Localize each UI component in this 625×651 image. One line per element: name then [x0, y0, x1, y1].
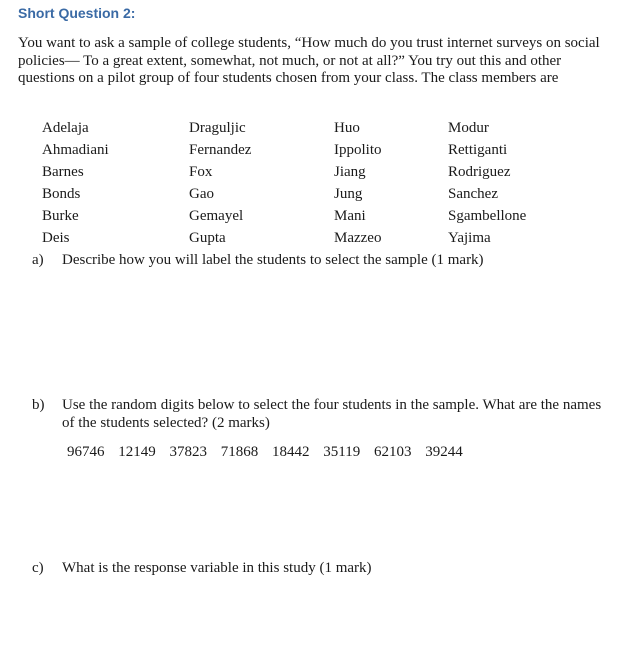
question-a-label: a): [32, 252, 44, 268]
student-name: Sanchez: [448, 186, 498, 202]
random-digit-group: 96746: [67, 444, 105, 460]
names-row: [0, 161, 625, 183]
student-name: Draguljic: [189, 120, 246, 136]
question-heading: Short Question 2:: [18, 5, 136, 21]
question-b-text: Use the random digits below to select the four students in the sample. What are the names of the students selected? (2 marks): [62, 397, 602, 431]
student-name: Fox: [189, 164, 213, 180]
student-name: Gemayel: [189, 208, 244, 224]
student-name: Ahmadiani: [42, 142, 109, 158]
student-name: Fernandez: [189, 142, 252, 158]
random-digit-group: 39244: [425, 444, 463, 460]
random-digit-group: 12149: [118, 444, 156, 460]
random-digit-group: 35119: [323, 444, 361, 460]
random-digit-group: 18442: [272, 444, 310, 460]
question-a-text: Describe how you will label the students to select the sample (1 mark): [62, 252, 484, 268]
names-row: [0, 139, 625, 161]
student-name: Jung: [334, 186, 363, 202]
question-c-label: c): [32, 560, 44, 576]
question-intro: You want to ask a sample of college students, “How much do you trust internet surveys on social policies— To a great extent, somewhat, not much, or not at all?” You try out this and other questions on a pilot group of four students chosen from your class. The class members are: [18, 35, 600, 86]
random-digit-group: 71868: [220, 444, 259, 460]
student-name: Adelaja: [42, 120, 89, 136]
names-row: [0, 183, 625, 205]
student-name: Gupta: [189, 230, 226, 246]
student-name: Rodriguez: [448, 164, 511, 180]
random-digit-group: 37823: [169, 444, 207, 460]
student-name: Jiang: [334, 164, 366, 180]
student-name: Barnes: [42, 164, 84, 180]
student-name: Sgambellone: [448, 208, 527, 224]
student-name: Huo: [334, 120, 360, 136]
student-name: Rettiganti: [448, 142, 508, 158]
question-c-text: What is the response variable in this study (1 mark): [62, 560, 372, 576]
student-name: Yajima: [448, 230, 491, 246]
student-name: Mani: [334, 208, 366, 224]
student-name: Bonds: [42, 186, 81, 202]
random-digit-group: 62103: [373, 444, 412, 460]
student-name: Burke: [42, 208, 79, 224]
student-name: Mazzeo: [334, 230, 382, 246]
names-row: [0, 117, 625, 139]
student-name: Gao: [189, 186, 214, 202]
names-row: [0, 205, 625, 227]
student-name: Deis: [42, 230, 70, 246]
student-names-table: [0, 117, 625, 249]
names-row: [0, 227, 625, 249]
student-name: Modur: [448, 120, 489, 136]
student-name: Ippolito: [334, 142, 382, 158]
question-b-label: b): [32, 397, 45, 413]
random-digits: [67, 443, 473, 461]
